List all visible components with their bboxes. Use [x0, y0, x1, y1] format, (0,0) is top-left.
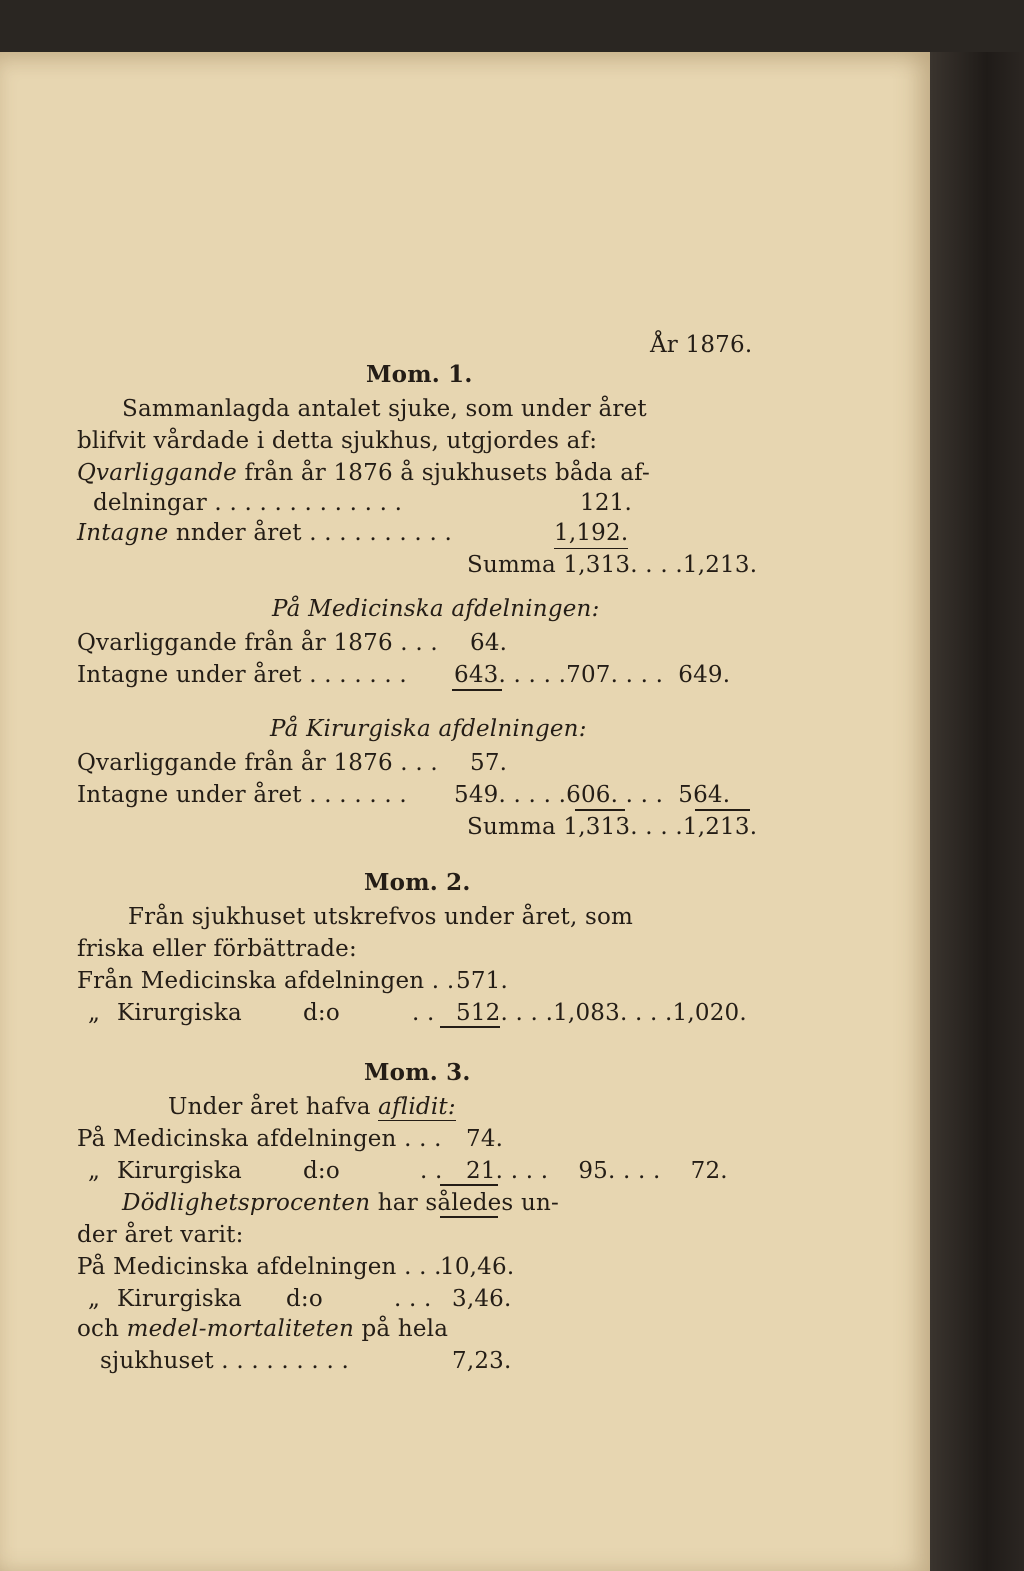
- kir-qvarliggande-value: 57.: [470, 750, 508, 776]
- mom3-underline2: [440, 1216, 498, 1218]
- summa-value: 1,313.: [563, 552, 638, 578]
- med-intagne-value: 643.: [454, 662, 507, 688]
- mom3-pk-dots: . . .: [394, 1286, 432, 1312]
- mom1-intro-line1: Sammanlagda antalet sjuke, som under året: [122, 396, 647, 422]
- mom3-kir-mark: „: [88, 1158, 101, 1184]
- mom3-intro-italic: aflidit:: [378, 1094, 456, 1120]
- mom1-qvarliggande-line: [77, 458, 650, 488]
- mom2-kir-value: 512.: [456, 1000, 509, 1026]
- intagne-italic: Intagne: [77, 520, 169, 546]
- mom2-underline: [440, 1026, 500, 1028]
- och-italic: medel-mortaliteten: [126, 1316, 354, 1342]
- mom3-pm-value: 10,46.: [440, 1254, 515, 1280]
- summa2-prev: 1,213.: [682, 814, 758, 840]
- med-total: 707.: [566, 662, 619, 688]
- mom2-prev: 1,020.: [672, 1000, 747, 1026]
- mom3-dodlighet-line2: der året varit:: [77, 1222, 244, 1248]
- summa-dots: . . .: [637, 552, 683, 578]
- mom1-intro-line2: blifvit vårdade i detta sjukhus, utgjordes af:: [77, 428, 598, 454]
- mom3-kir-dio: d:o: [303, 1158, 340, 1184]
- mom3-med-label: På Medicinska afdelningen . . .: [77, 1126, 442, 1152]
- med-dots2: . . .: [618, 662, 664, 688]
- kir-prev-underline: [695, 809, 750, 811]
- mom3-kir-dots: . .: [420, 1158, 443, 1184]
- mom2-intro-line1: Från sjukhuset utskrefvos under året, som: [128, 904, 634, 930]
- kir-dots2: . . .: [618, 782, 664, 808]
- kir-prev: 564.: [678, 782, 731, 808]
- kir-qvarliggande-label: Qvarliggande från år 1876 . . .: [77, 750, 438, 776]
- mom3-kir-label: Kirurgiska: [117, 1158, 242, 1184]
- summa2-dots: . . .: [637, 814, 683, 840]
- sjukhuset-value: 7,23.: [452, 1348, 512, 1374]
- mom2-total: 1,083.: [553, 1000, 628, 1026]
- mom3-kir-dots2: . . .: [503, 1158, 549, 1184]
- summa2-line: [467, 812, 757, 842]
- med-intagne-line: [454, 660, 730, 690]
- kir-total: 606.: [566, 782, 619, 808]
- med-intagne-dots: . . . .: [506, 662, 567, 688]
- dodlighet-italic: Dödlighetsprocenten: [122, 1190, 371, 1216]
- med-qvarliggande-label: Qvarliggande från år 1876 . . .: [77, 630, 438, 656]
- mom2-med-value: 571.: [456, 968, 509, 994]
- delningar-label: delningar: [93, 490, 207, 516]
- sjukhuset-dots: . . . . . . . . .: [213, 1348, 349, 1374]
- mom3-sjukhuset-line: [100, 1346, 349, 1376]
- med-underline: [452, 689, 502, 691]
- mom2-kir-dots: . .: [412, 1000, 435, 1026]
- med-intagne-label: Intagne under året . . . . . . .: [77, 662, 407, 688]
- mom1-intagne-line: [77, 518, 452, 548]
- intagne-dots: . . . . . . . . . .: [301, 520, 452, 546]
- mom3-pk-value: 3,46.: [452, 1286, 512, 1312]
- summa2-label: Summa: [467, 814, 556, 840]
- intagne-rest: nnder året: [168, 520, 302, 546]
- mom3-dodlighet-line: [122, 1188, 559, 1218]
- mom3-med-value: 74.: [466, 1126, 504, 1152]
- mom3-total: 95.: [578, 1158, 616, 1184]
- summa2-value: 1,313.: [563, 814, 638, 840]
- kir-total-underline: [575, 809, 625, 811]
- qvarliggande-italic: Qvarliggande: [77, 460, 237, 486]
- mom1-heading: Mom. 1.: [366, 361, 473, 388]
- mom1-delningar-line: [93, 488, 402, 518]
- mom3-intro-line: [168, 1092, 456, 1122]
- dodlighet-rest: har således un-: [370, 1190, 559, 1216]
- kir-intagne-dots: . . . .: [506, 782, 567, 808]
- mom3-pk-label: Kirurgiska: [117, 1286, 242, 1312]
- mom3-kir-value: 21.: [466, 1158, 504, 1184]
- mom2-kir-line: [456, 998, 747, 1028]
- mom2-heading: Mom. 2.: [364, 869, 471, 896]
- delningar-dots: . . . . . . . . . . . . .: [206, 490, 403, 516]
- qvarliggande-rest: från år 1876 å sjukhusets båda af-: [236, 460, 650, 486]
- och-rest: på hela: [353, 1316, 449, 1342]
- mom2-intro-line2: friska eller förbättrade:: [77, 936, 357, 962]
- mom3-pm-label: På Medicinska afdelningen . . .: [77, 1254, 442, 1280]
- mom3-dots3: . . .: [615, 1158, 661, 1184]
- kirurgiska-heading: På Kirurgiska afdelningen:: [270, 716, 587, 742]
- summa-line: [467, 550, 757, 580]
- summa-label: Summa: [467, 552, 556, 578]
- med-prev: 649.: [678, 662, 731, 688]
- mom2-dots3: . . .: [627, 1000, 673, 1026]
- mom2-kir-label: Kirurgiska: [117, 1000, 242, 1026]
- kir-intagne-label: Intagne under året . . . . . . .: [77, 782, 407, 808]
- kir-intagne-value: 549.: [454, 782, 507, 808]
- year-heading: År 1876.: [650, 332, 753, 358]
- mom3-underline: [440, 1184, 498, 1186]
- book-spine: [930, 52, 1024, 1571]
- mom2-med-label: Från Medicinska afdelningen . .: [77, 968, 455, 994]
- mom3-prev: 72.: [690, 1158, 728, 1184]
- intagne-value: 1,192.: [554, 518, 628, 549]
- mom2-kir-dio: d:o: [303, 1000, 340, 1026]
- mom3-kir-line: [466, 1156, 728, 1186]
- summa-prev: 1,213.: [682, 552, 758, 578]
- och-plain: och: [77, 1316, 127, 1342]
- mom2-kir-dots2: . . .: [508, 1000, 554, 1026]
- mom3-pk-dio: d:o: [286, 1286, 323, 1312]
- mom3-intro-plain: Under året hafva: [168, 1094, 379, 1120]
- delningar-value: 121.: [580, 490, 633, 516]
- mom3-heading: Mom. 3.: [364, 1059, 471, 1086]
- medicinska-heading: På Medicinska afdelningen:: [272, 596, 600, 622]
- mom2-kir-mark: „: [88, 1000, 101, 1026]
- med-qvarliggande-value: 64.: [470, 630, 508, 656]
- mom3-och-line: [77, 1314, 448, 1344]
- sjukhuset-label: sjukhuset: [100, 1348, 214, 1374]
- mom3-pk-mark: „: [88, 1286, 101, 1312]
- kir-intagne-line: [454, 780, 730, 810]
